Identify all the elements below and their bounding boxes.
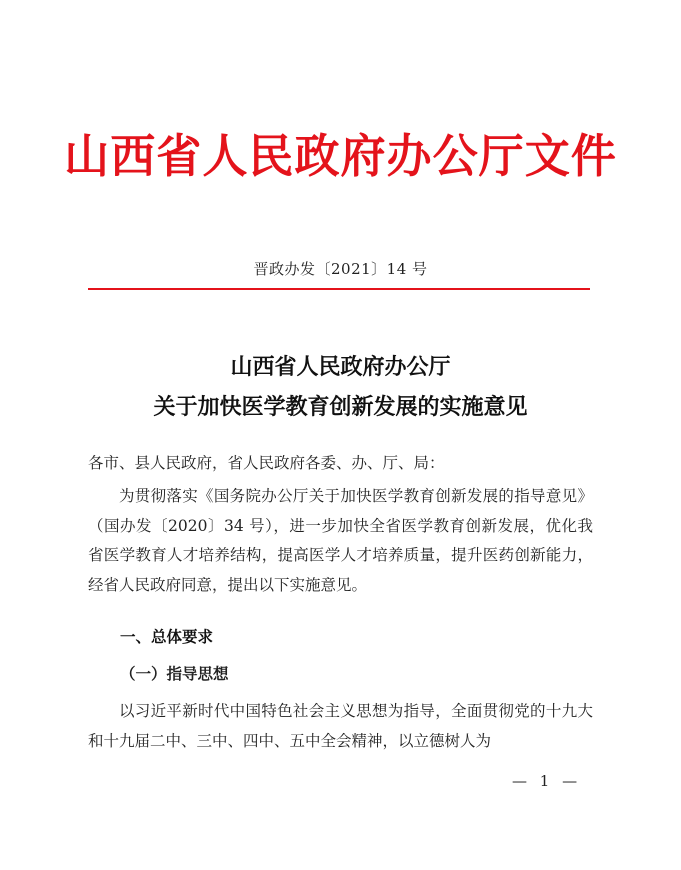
paragraph-guiding-ideology: 以习近平新时代中国特色社会主义思想为指导，全面贯彻党的十九大和十九届二中、三中、四中、五中全会精神，以立德树人为 — [88, 702, 593, 750]
header-red-rule — [88, 288, 590, 290]
document-title-line2: 关于加快医学教育创新发展的实施意见 — [153, 394, 528, 420]
subsection-heading-guiding-ideology: （一）指导思想 — [120, 664, 229, 683]
paragraph-intro: 为贯彻落实《国务院办公厅关于加快医学教育创新发展的指导意见》（国办发〔2020〕34 号），进一步加快全省医学教育创新发展，优化我省医学教育人才培养结构，提高医学人才培养质量，提升医药创新能力，经省人民政府同意，提出以下实施意见。 — [88, 487, 593, 594]
page-number: — 1 — — [512, 772, 582, 790]
salutation: 各市、县人民政府，省人民政府各委、办、厅、局： — [88, 454, 445, 472]
document-title-line1: 山西省人民政府办公厅 — [230, 354, 451, 380]
document-header-title: 山西省人民政府办公厅文件 — [64, 129, 617, 183]
section-heading-general-requirements: 一、总体要求 — [120, 628, 214, 646]
document-number: 晋政办发〔2021〕14 号 — [253, 260, 428, 278]
